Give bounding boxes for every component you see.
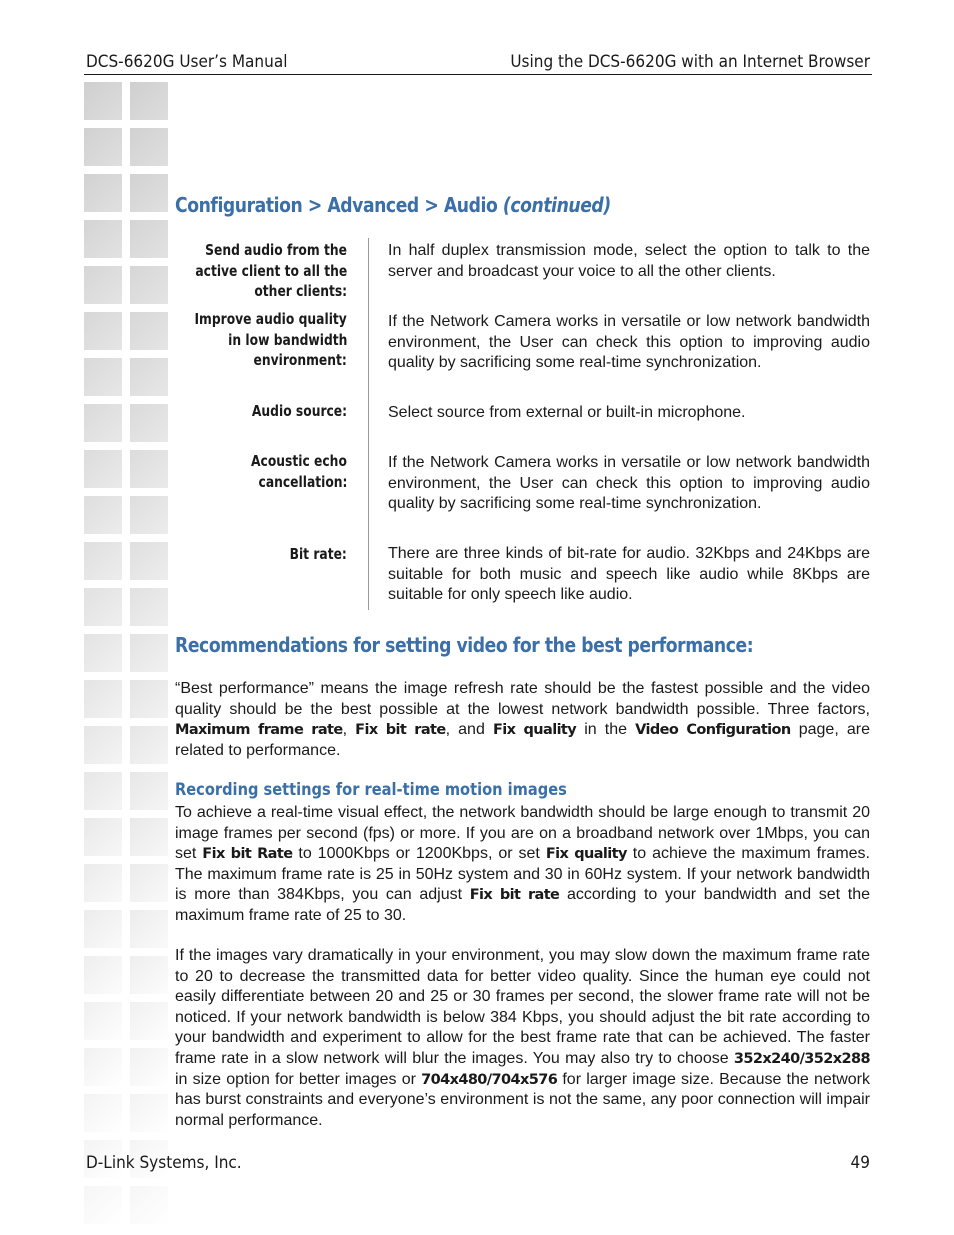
decorative-tile xyxy=(130,956,168,994)
decorative-tile xyxy=(84,266,122,304)
decorative-tile xyxy=(84,1002,122,1040)
setting-term-echo-cancellation: Acoustic echo cancellation: xyxy=(251,452,347,491)
setting-desc-audio-source: Select source from external or built-in microphone. xyxy=(388,404,746,421)
bold-term: 352x240/352x288 xyxy=(733,1050,870,1067)
decorative-tile xyxy=(130,726,168,764)
footer-company: D-Link Systems, Inc. xyxy=(86,1153,242,1173)
section-heading-audio xyxy=(175,193,611,217)
header-chapter-title: Using the DCS-6620G with an Internet Browser xyxy=(510,52,870,72)
decorative-tile xyxy=(84,726,122,764)
header-manual-title: DCS-6620G User’s Manual xyxy=(86,52,288,72)
decorative-tile xyxy=(84,174,122,212)
footer-page-number: 49 xyxy=(850,1153,870,1173)
decorative-tile xyxy=(84,358,122,396)
decorative-tile xyxy=(130,588,168,626)
decorative-tile xyxy=(84,680,122,718)
decorative-tile xyxy=(84,1048,122,1086)
decorative-tile xyxy=(84,956,122,994)
decorative-tile xyxy=(84,404,122,442)
decorative-tile xyxy=(130,864,168,902)
decorative-tile xyxy=(130,82,168,120)
bold-term: Fix bit Rate xyxy=(202,846,293,863)
bold-term: Fix bit rate xyxy=(355,722,446,739)
recommendations-intro-paragraph: “Best performance” means the image refresh rate should be the fastest possible and the video quality should be the best possible at the lowest network bandwidth possible. Three factors, Maximum frame rate, Fix bit rate, and Fix quality in the Video Configuration page, are related to performance. xyxy=(175,680,871,759)
setting-desc-bit-rate: There are three kinds of bit-rate for audio. 32Kbps and 24Kbps are suitable for both music and speech like audio while 8Kbps are suitable for only speech like audio. xyxy=(388,545,870,603)
decorative-tile xyxy=(130,128,168,166)
decorative-tile xyxy=(84,864,122,902)
decorative-tile xyxy=(130,1094,168,1132)
decorative-tile xyxy=(84,450,122,488)
subheading-recording-settings: Recording settings for real-time motion images xyxy=(175,780,567,800)
definition-divider xyxy=(368,238,369,610)
decorative-tile xyxy=(84,1094,122,1132)
setting-term-audio-source: Audio source: xyxy=(251,402,347,420)
recording-paragraph-1: To achieve a real-time visual effect, the network bandwidth should be large enough to transmit 20 image frames per second (fps) or more. If you are on a broadband network over 1Mbps, you can set Fix bit Rate to 1000Kbps or 1200Kbps, or set Fix quality to achieve the maximum frames. The maximum frame rate is 25 in 50Hz system and 30 in 60Hz system. If your network bandwidth is more than 384Kbps, you can adjust Fix bit rate according to your bandwidth and set the maximum frame rate of 25 to 30. xyxy=(175,804,871,924)
decorative-tile xyxy=(84,818,122,856)
decorative-tile xyxy=(130,1048,168,1086)
decorative-tile xyxy=(130,174,168,212)
setting-desc-improve-audio: If the Network Camera works in versatile or low network bandwidth environment, the User can check this option to improving audio quality by sacrificing some real-time synchronization. xyxy=(388,313,870,371)
decorative-tile xyxy=(130,1002,168,1040)
bold-term: 704x480/704x576 xyxy=(421,1071,558,1088)
bold-term: Fix bit rate xyxy=(469,887,560,904)
decorative-tile xyxy=(84,542,122,580)
decorative-tile xyxy=(84,220,122,258)
setting-desc-echo-cancellation: If the Network Camera works in versatile or low network bandwidth environment, the User can check this option to improving audio quality by sacrificing some real-time synchronization. xyxy=(388,454,870,512)
decorative-tile xyxy=(130,818,168,856)
decorative-tile xyxy=(84,312,122,350)
decorative-tile xyxy=(84,772,122,810)
decorative-tile xyxy=(130,910,168,948)
decorative-tile xyxy=(84,82,122,120)
decorative-tile-column-left xyxy=(84,82,124,1232)
decorative-tile xyxy=(84,496,122,534)
setting-term-send-audio: Send audio from the active client to all the other clients: xyxy=(195,241,347,300)
recording-paragraph-2: If the images vary dramatically in your environment, you may slow down the maximum frame rate to 20 to decrease the transmitted data for better video quality. Since the human eye could not easily differentiate between 20 and 25 or 30 frames per second, the slower frame rate will not be noticed. If your network bandwidth is below 384 Kbps, you should adjust the bit rate according to your bandwidth and experiment to allow for the best frame rate that can be achieved. The faster frame rate in a slow network will blur the images. You may also try to choose 352x240/352x288 in size option for better images or 704x480/704x576 for larger image size. Because the network has burst constraints and everyone’s environment is not the same, any poor connection will impair normal performance. xyxy=(175,947,870,1129)
decorative-tile xyxy=(84,128,122,166)
decorative-tile xyxy=(130,634,168,672)
bold-term: Maximum frame rate xyxy=(175,722,343,739)
section-heading-recommendations: Recommendations for setting video for the best performance: xyxy=(175,633,754,657)
decorative-tile xyxy=(84,1186,122,1224)
bold-term: Video Configuration xyxy=(635,722,791,739)
decorative-tile xyxy=(130,680,168,718)
setting-term-improve-audio: Improve audio quality in low bandwidth environment: xyxy=(194,310,347,369)
setting-term-bit-rate: Bit rate: xyxy=(289,545,347,563)
header-rule xyxy=(84,74,872,75)
decorative-tile xyxy=(84,588,122,626)
decorative-tile xyxy=(84,634,122,672)
decorative-tile xyxy=(130,1186,168,1224)
decorative-tile xyxy=(130,772,168,810)
bold-term: Fix quality xyxy=(545,846,627,863)
bold-term: Fix quality xyxy=(492,722,577,739)
decorative-tile xyxy=(130,496,168,534)
setting-desc-send-audio: In half duplex transmission mode, select the option to talk to the server and broadcast your voice to all the other clients. xyxy=(388,242,870,280)
section-heading-text: Configuration > Advanced > Audio xyxy=(175,193,498,217)
section-heading-suffix: (continued) xyxy=(502,193,611,217)
decorative-tile xyxy=(84,910,122,948)
